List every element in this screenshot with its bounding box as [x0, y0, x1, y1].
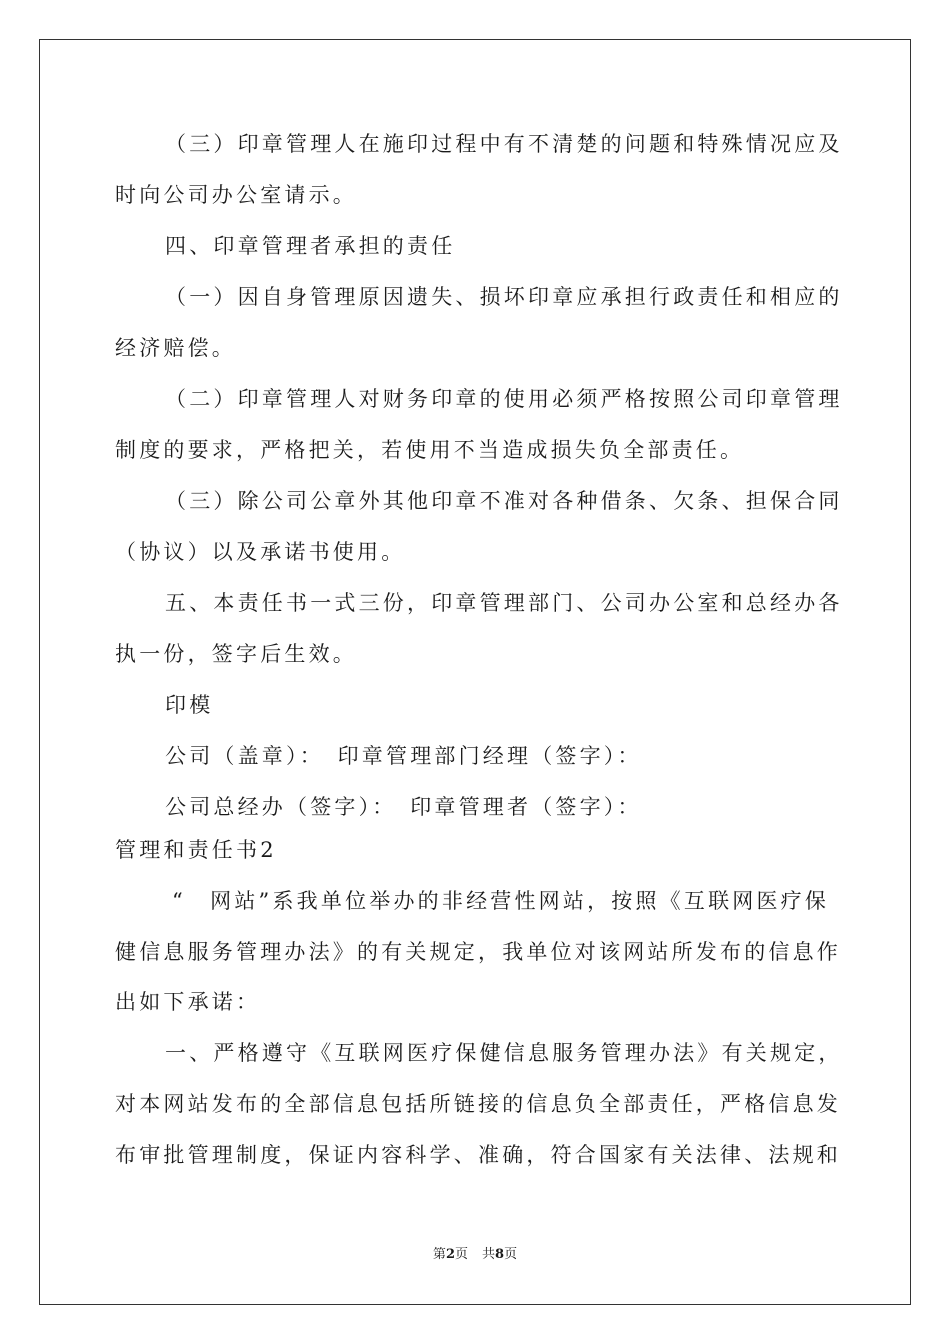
paragraph-line: （协议）以及承诺书使用。	[115, 540, 406, 564]
paragraph-line: 一、严格遵守《互联网医疗保健信息服务管理办法》有关规定，	[165, 1041, 843, 1065]
paragraph-line: 时向公司办公室请示。	[115, 183, 357, 207]
paragraph-line: （二）印章管理人对财务印章的使用必须严格按照公司印章管理	[165, 387, 843, 411]
paragraph-line: 布审批管理制度，保证内容科学、准确，符合国家有关法律、法规和	[115, 1143, 841, 1167]
paragraph-line: （一）因自身管理原因遗失、损坏印章应承担行政责任和相应的	[165, 285, 843, 309]
page-footer	[0, 1246, 950, 1264]
document-title: 管理和责任书2	[115, 838, 277, 862]
paragraph-line: 五、本责任书一式三份，印章管理部门、公司办公室和总经办各	[165, 591, 843, 615]
signature-line: 公司（盖章）： 印章管理部门经理（签字）：	[165, 744, 642, 768]
seal-imprint-label: 印模	[165, 693, 214, 717]
signature-line: 公司总经办（签字）： 印章管理者（签字）：	[165, 795, 642, 819]
total-prefix: 共	[482, 1247, 496, 1262]
paragraph-line: 制度的要求，严格把关，若使用不当造成损失负全部责任。	[115, 438, 745, 462]
total-pages: 8	[495, 1247, 505, 1262]
paragraph-line: 出如下承诺：	[115, 990, 261, 1014]
paragraph-line: 执一份，签字后生效。	[115, 642, 357, 666]
paragraph-line: 对本网站发布的全部信息包括所链接的信息负全部责任，严格信息发	[115, 1092, 841, 1116]
page-number: 2	[445, 1247, 455, 1262]
total-suffix: 页	[504, 1247, 518, 1262]
section-heading: 四、印章管理者承担的责任	[165, 234, 456, 258]
paragraph-line: 健信息服务管理办法》的有关规定，我单位对该网站所发布的信息作	[115, 940, 841, 964]
paragraph-line: 经济赔偿。	[115, 336, 236, 360]
paragraph-line: “ 网站”系我单位举办的非经营性网站，按照《互联网医疗保	[172, 889, 830, 913]
paragraph-line: （三）印章管理人在施印过程中有不清楚的问题和特殊情况应及	[165, 132, 843, 156]
page-suffix: 页	[454, 1247, 468, 1262]
page-prefix: 第	[432, 1247, 446, 1262]
paragraph-line: （三）除公司公章外其他印章不准对各种借条、欠条、担保合同	[165, 489, 843, 513]
